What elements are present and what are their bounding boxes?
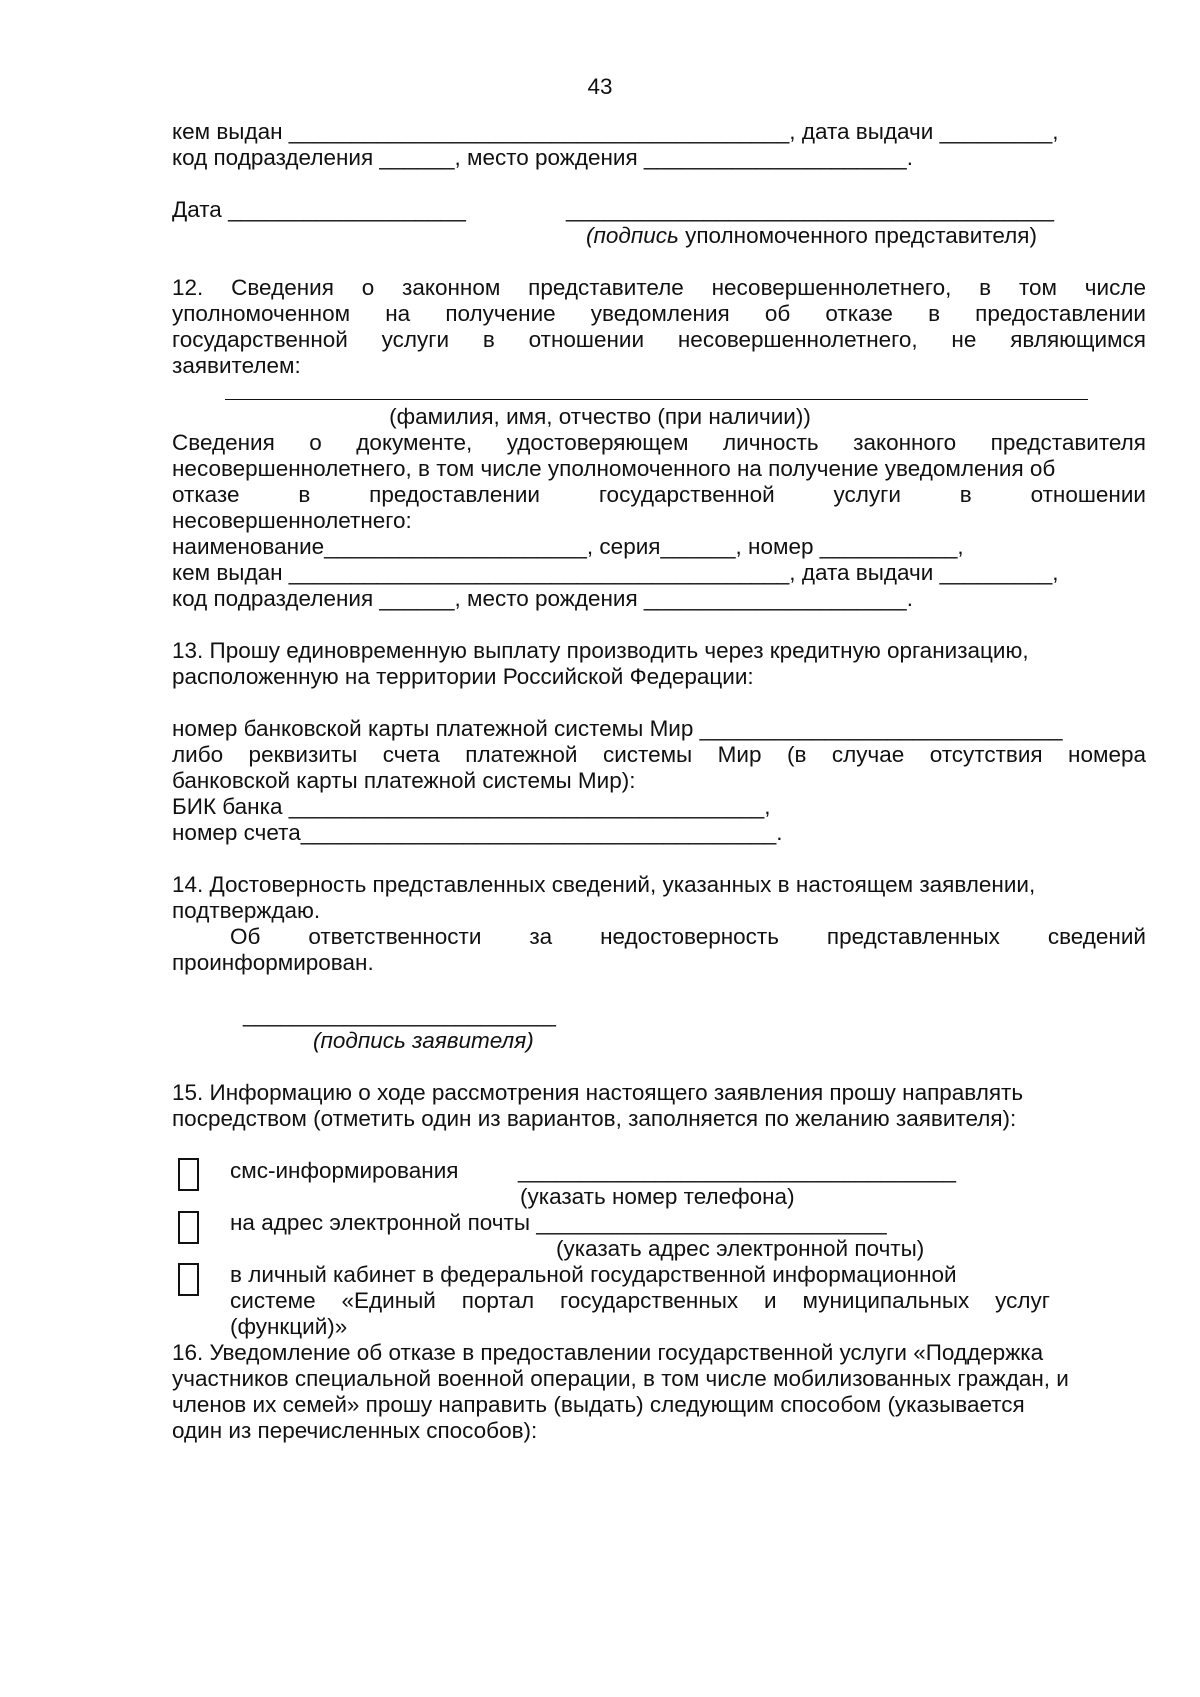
section16-line-4: один из перечисленных способов): — [172, 1418, 538, 1443]
section16-line-2: участников специальной военной операции, в том числе мобилизованных граждан, и — [172, 1366, 1069, 1391]
section12-division-code-line: код подразделения ______, место рождения _____________________. — [172, 586, 913, 611]
section13-line-1: 13. Прошу единовременную выплату производить через кредитную организацию, — [172, 638, 1029, 663]
section15-line-2: посредством (отметить один из вариантов, заполняется по желанию заявителя): — [172, 1106, 1017, 1131]
phone-number-line: ___________________________________ — [518, 1158, 956, 1183]
sms-option-label: смс-информирования — [230, 1158, 459, 1183]
section13-line-2: расположенную на территории Российской Федерации: — [172, 664, 754, 689]
section12-doc-line-4: несовершеннолетнего: — [172, 508, 412, 533]
responsibility-line-2: проинформирован. — [172, 950, 374, 975]
section12-line-1: 12. Сведения о законном представителе несовершеннолетнего, в том числе — [172, 275, 1146, 300]
page-number: 43 — [587, 74, 613, 99]
phone-number-caption: (указать номер телефона) — [520, 1184, 795, 1209]
section14-line-2: подтверждаю. — [172, 898, 321, 923]
section14-line-1: 14. Достоверность представленных сведений, указанных в настоящем заявлении, — [172, 872, 1036, 897]
section16-line-1: 16. Уведомление об отказе в предоставлении государственной услуги «Поддержка — [172, 1340, 1044, 1365]
date-line: Дата ___________________ — [172, 197, 466, 222]
name-caption: (фамилия, имя, отчество (при наличии)) — [389, 404, 811, 429]
cabinet-option-line-3: (функций)» — [230, 1314, 348, 1339]
responsibility-line-1: Об ответственности за недостоверность представленных сведений — [230, 924, 1146, 949]
issued-by-line: кем выдан ________________________________________, дата выдачи _________, — [172, 119, 1059, 144]
cabinet-option-line-2: системе «Единый портал государственных и муниципальных услуг — [230, 1288, 1050, 1313]
account-details-line-1: либо реквизиты счета платежной системы Мир (в случае отсутствия номера — [172, 742, 1146, 767]
section12-line-3: государственной услуги в отношении несовершеннолетнего, не являющимся — [172, 327, 1146, 352]
representative-signature-line: _______________________________________ — [566, 197, 1055, 222]
section15-line-1: 15. Информацию о ходе рассмотрения настоящего заявления прошу направлять — [172, 1080, 1024, 1105]
section12-line-2: уполномоченном на получение уведомления об отказе в предоставлении — [172, 301, 1146, 326]
document-name-line: наименование_____________________, серия______, номер ___________, — [172, 534, 964, 559]
cabinet-option-line-1: в личный кабинет в федеральной государственной информационной — [230, 1262, 957, 1287]
applicant-signature-caption: (подпись заявителя) — [313, 1028, 534, 1053]
section12-doc-line-2: несовершеннолетнего, в том числе уполномоченного на получение уведомления об — [172, 456, 1056, 481]
section12-line-4: заявителем: — [172, 353, 301, 378]
division-code-line: код подразделения ______, место рождения _____________________. — [172, 145, 913, 170]
account-details-line-2: банковской карты платежной системы Мир): — [172, 768, 636, 793]
representative-signature-caption — [586, 222, 1037, 250]
email-option-checkbox[interactable] — [178, 1211, 199, 1244]
applicant-signature-line: _________________________ — [243, 1002, 556, 1027]
section12-doc-line-1: Сведения о документе, удостоверяющем личность законного представителя — [172, 430, 1146, 455]
signature-caption-italic: (подпись — [586, 223, 679, 248]
name-blank-rule — [225, 399, 1088, 400]
email-caption: (указать адрес электронной почты) — [556, 1236, 925, 1261]
email-option-label: на адрес электронной почты ____________________________ — [230, 1210, 887, 1235]
bank-card-line: номер банковской карты платежной системы Мир _____________________________ — [172, 716, 1063, 741]
sms-option-checkbox[interactable] — [178, 1158, 199, 1191]
signature-caption-rest: уполномоченного представителя) — [678, 223, 1037, 248]
section12-doc-line-3: отказе в предоставлении государственной услуги в отношении — [172, 482, 1146, 507]
bik-line: БИК банка ______________________________________, — [172, 794, 771, 819]
cabinet-option-checkbox[interactable] — [178, 1263, 199, 1296]
section12-issued-by-line: кем выдан ________________________________________, дата выдачи _________, — [172, 560, 1059, 585]
account-number-line: номер счета______________________________________. — [172, 820, 783, 845]
section16-line-3: членов их семей» прошу направить (выдать) следующим способом (указывается — [172, 1392, 1025, 1417]
